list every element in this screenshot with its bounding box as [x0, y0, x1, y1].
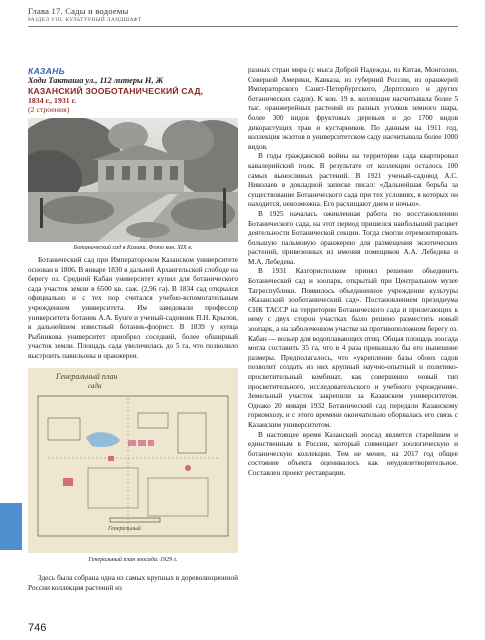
plan-caption: Генеральный план зоосада. 1929 г.: [88, 557, 178, 563]
chapter-side-tab: [0, 503, 22, 550]
garden-photo-image: [28, 118, 238, 242]
paragraph: Здесь была собрана одна из самых крупных в дореволюционной России коллекция растений из: [28, 574, 238, 592]
paragraph: разных стран мира (с мыса Доброй Надежды, из Китая, Монголии, Северной Америки, Кавказа, из губерний России, из оранжерей Императорского Санкт-Петербургского, Дерптского и других ботанических садов). К кон. 19 в. коллекция насчитывала более 5 тыс. оранжерейных растений из разных уголков земного шара, более 300 видов фруктовых деревьев и до 1700 видов дикорастущих трав и кустарников. По данным на 1911 год, коллекция экзотов в университетском саду насчитывала более 1000 видов.: [248, 66, 458, 151]
paragraph: Ботанический сад при Императорском Казанском университете основан в 1806. В январе 1830 в дальней Архангельской слободе на берегу оз. Средний Кабан университет купил для ботанического сада участок земли в 6500 кв. саж. (2,96 га). В 1834 сад открылся официально и с тех пор считался учебно-вспомогательным учреждением университета. Им заведовали профессор университета ботаник А.А. Бунге и ученый-садовник П.Н. Крылов, в дальнейшем известный ботаник-флорист. В 1839 у купца Рыбникова университет приобрел соседний, более обширный участок земли. Площадь сада увеличилась до 5 га, что позволило выстроить павильоны и оранжереи.: [28, 256, 238, 360]
entry-city: КАЗАНЬ: [28, 66, 65, 76]
plan-footer-label: Генеральный: [108, 526, 141, 532]
left-column-body: [28, 256, 238, 362]
plan-title: Генеральный план: [56, 372, 118, 381]
right-column-body: [248, 66, 458, 479]
photo-caption: Ботанический сад в Казани. Фото кон. XIX в.: [73, 245, 193, 251]
chapter-title: Глава 17. Сады и водоемы: [28, 6, 129, 16]
paragraph: В настоящее время Казанский зоосад является старейшим и единственным в России, который совмещает зоологическую и ботаническую коллекции. Тем не менее, на 2017 год общее состояние объекта оценивалось как неудовлетворительное. Составлен проект реставрации.: [248, 430, 458, 477]
header-rule: [28, 26, 458, 27]
historic-photo: [28, 118, 238, 242]
entry-title: КАЗАНСКИЙ ЗООБОТАНИЧЕСКИЙ САД,: [28, 86, 204, 96]
entry-years: 1834 г., 1931 г.: [28, 96, 77, 105]
entry-address: Ходи Такташа ул., 112 литеры Н, Ж: [28, 76, 164, 85]
page-number: 746: [28, 622, 47, 634]
paragraph: В 1925 началась оживленная работа по восстановлению Ботанического сада, на этот период пришелся наибольший расцвет деятельности Ботанической секции. Тогда смогли отремонтировать большую пальмовую оранжерею для размещения экзотических растений, привезенных из имения помещиков А.А. Лебедева и М.А. Лебедева.: [248, 209, 458, 266]
paragraph: В годы гражданской войны на территории сада квартировал кавалерийский полк. В результате от коллекции осталось 100 самых выносливых растений. В 1921 ученый-садовод А.С. Николаев в докладной записке писал: «Дальнейшая борьба за существование Ботанического сада при тех условиях, в которых он находится, невозможна. Его расхищают днем и ночью».: [248, 152, 458, 209]
running-header: [28, 6, 458, 23]
plan-subtitle: сада: [88, 382, 102, 390]
paragraph: В 1931 Казгорисполком принял решение объединить Ботанический сад и зоопарк, открытый при Центральном музее Татреспублики. Появилось объединенное учреждение культуры «Казанский зооботанический сад». Постановлением президиума СНК ТАССР на территории Ботанического сада и прилегающих к нему с двух сторон участках было решено разместить новый зоопарк, а на заболоченном участке на противоположном берегу оз. Кабан — вольер для водоплавающих птиц. Общая площадь зоосада могла составить 35 га, что в 4 раза превышало бы его нынешние размеры. Предполагалось, что «укрепление базы обоих садов позволит создать из них крупный научно-опытный и политико-просветительный комбинат, как совершенно новый тип просветительного, исследовательского и учебного учреждения». Земельный участок закрепили за Казанским университетом. Однако 20 января 1932 Ботанический сад передали Казанскому горкомхозу, и с этого времени окончательно оборвалась его связь с Казанским университетом.: [248, 267, 458, 429]
left-column-continuation: [28, 574, 238, 593]
general-plan-image: [28, 368, 238, 553]
section-title: РАЗДЕЛ VIII. КУЛЬТУРНЫЙ ЛАНДШАФТ: [28, 17, 142, 23]
entry-structures: (2 строения): [28, 105, 70, 114]
